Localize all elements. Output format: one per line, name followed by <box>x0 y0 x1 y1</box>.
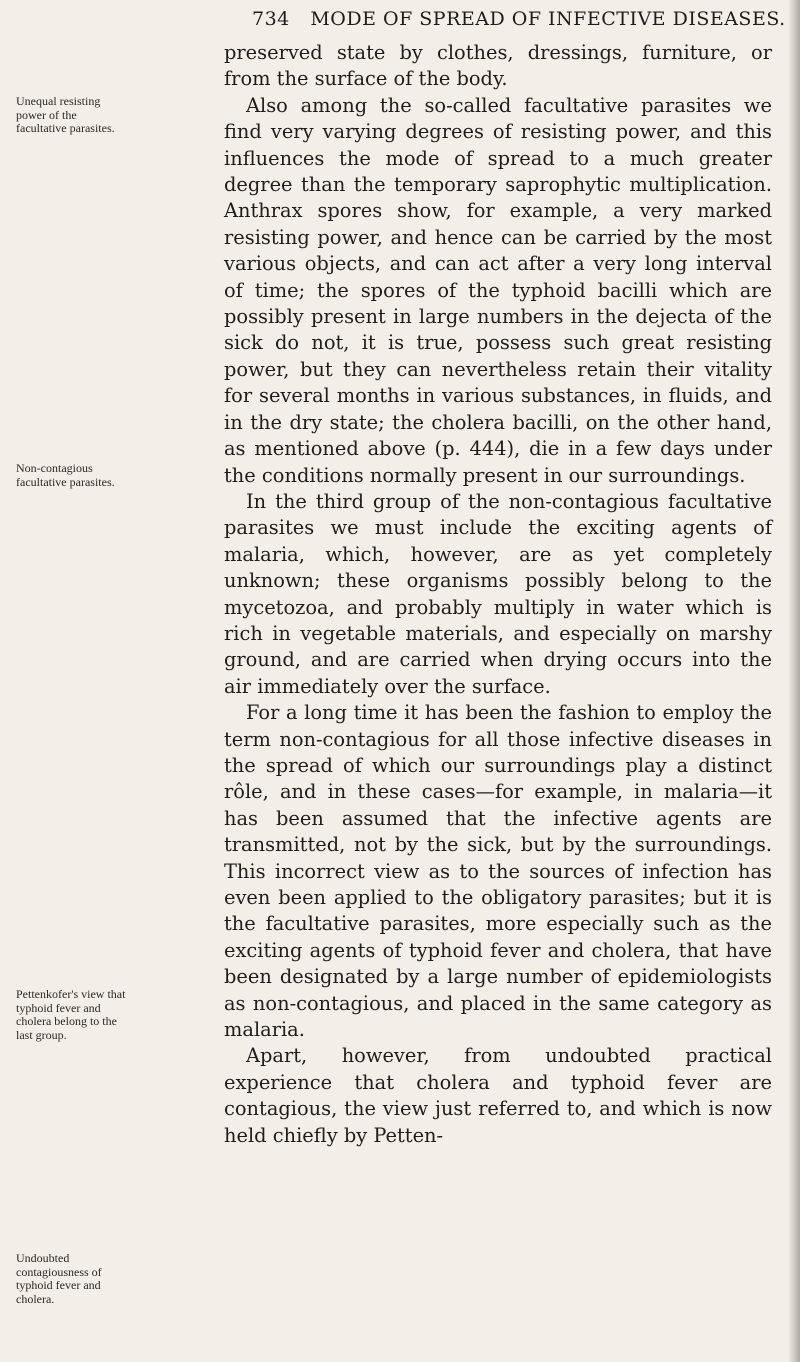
margin-note-non-contagious-parasites: Non-contagious facultative parasites. <box>16 461 115 489</box>
margin-note-unequal-resisting-power: Unequal resisting power of the facultative parasites. <box>16 94 115 135</box>
running-header <box>252 8 786 30</box>
body-text <box>224 40 772 1149</box>
paragraph-continuation: preserved state by clothes, dressings, furniture, or from the surface of the body. <box>224 41 772 91</box>
page-number: 734 <box>252 8 290 30</box>
running-title: MODE OF SPREAD OF INFECTIVE DISEASES. <box>310 8 786 30</box>
page-edge-shadow <box>788 0 800 1362</box>
paragraph-contagiousness: Apart, however, from undoubted practical experience that cholera and typhoid fever are contagious, the view just referred to, and which is now held chiefly by Petten- <box>224 1044 772 1147</box>
paragraph-resisting-power: Also among the so-called facultative parasites we find very varying degrees of resisting power, and this influences the mode of spread to a much greater degree than the temporary saprophytic multiplication. Anthrax spores show, for example, a very marked resisting power, and hence can be carried by the most various objects, and can act after a very long interval of time; the spores of the typhoid bacilli which are possibly present in large numbers in the dejecta of the sick do not, it is true, possess such great resisting power, but they can nevertheless retain their vitality for several months in various substances, in fluids, and in the dry state; the cholera bacilli, on the other hand, as mentioned above (p. 444), die in a few days under the conditions normally present in our surroundings. <box>224 93 772 487</box>
paragraph-non-contagious-term: For a long time it has been the fashion to employ the term non-contagious for all those infective diseases in the spread of which our surroundings play a distinct rôle, and in these cases—for example, in malaria—it has been assumed that the infective agents are transmitted, not by the sick, but by the surroundings. This incorrect view as to the sources of infection has even been applied to the obligatory parasites; but it is the facultative parasites, more especially such as the exciting agents of typhoid fever and cholera, that have been designated by a large number of epidemiologists as non-contagious, and placed in the same category as malaria. <box>224 701 772 1042</box>
margin-note-pettenkofer-view: Pettenkofer's view that typhoid fever and cholera belong to the last group. <box>16 987 126 1042</box>
paragraph-malaria: In the third group of the non-contagious facultative parasites we must include the exciting agents of malaria, which, however, are as yet completely unknown; these organisms possibly belong to the mycetozoa, and probably multiply in water which is rich in vegetable materials, and especially on marshy ground, and are carried when drying occurs into the air immediately over the surface. <box>224 489 772 698</box>
margin-note-undoubted-contagiousness: Undoubted contagiousness of typhoid fever and cholera. <box>16 1251 102 1306</box>
